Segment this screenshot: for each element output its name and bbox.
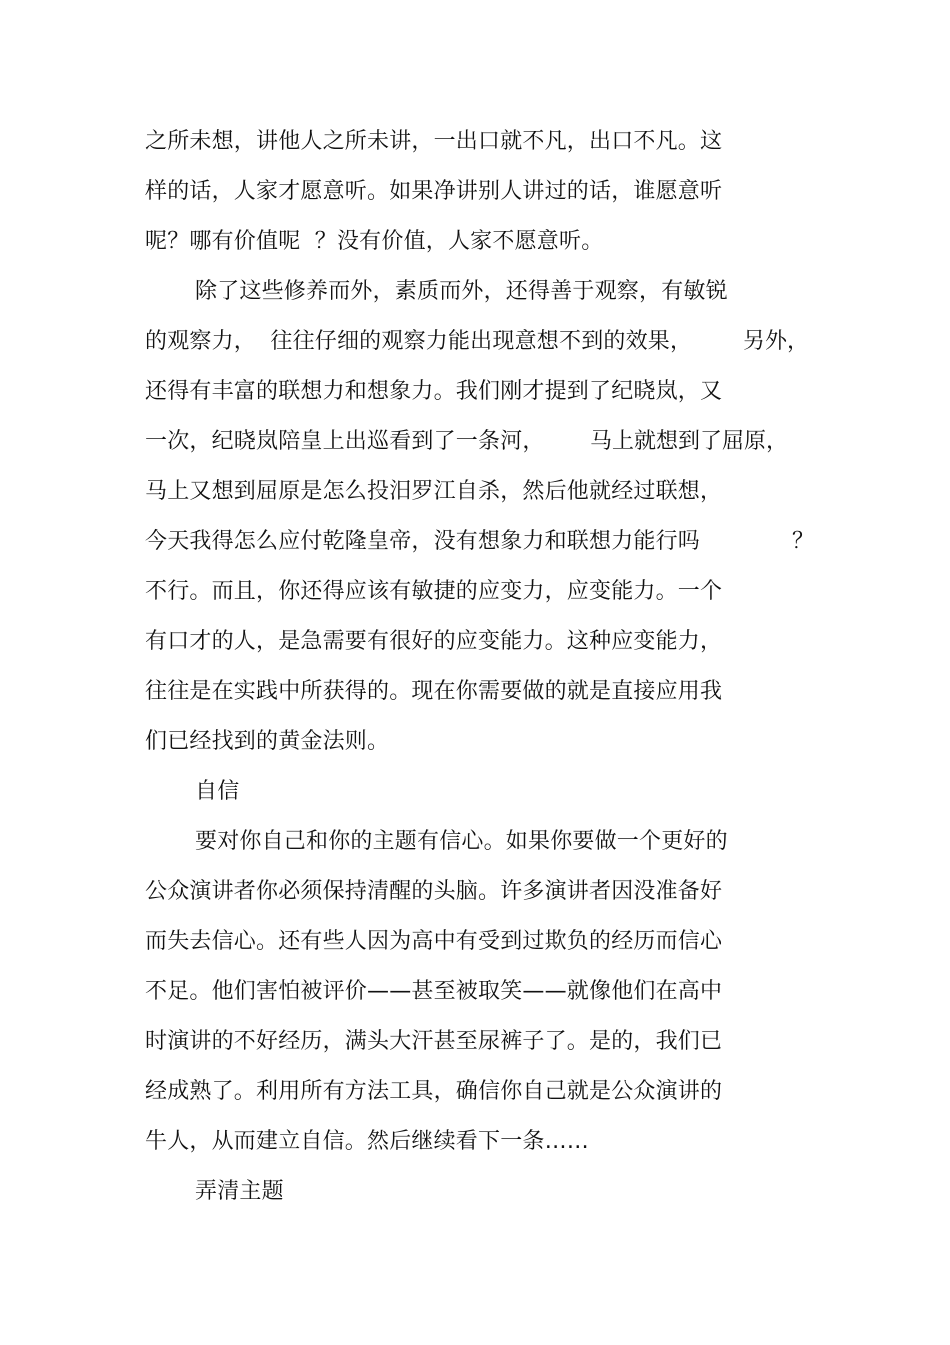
paragraph-line: 牛人，从而建立自信。然后继续看下一条…… [145,1129,590,1154]
paragraph-line: 公众演讲者你必须保持清醒的头脑。许多演讲者因没准备好 [145,879,723,904]
section-heading: 自信 [195,779,240,804]
paragraph-line: 今天我得怎么应付乾隆皇帝，没有想象力和联想力能行吗 [145,529,701,554]
section-heading: 弄清主题 [195,1179,284,1204]
paragraph-line: 一次，纪晓岚陪皇上出巡看到了一条河， [145,429,545,454]
paragraph-line: 还得有丰富的联想力和想象力。我们刚才提到了纪晓岚，又 [145,379,723,404]
paragraph-line-tail: 另外， [743,329,810,354]
paragraph-line: 往往是在实践中所获得的。现在你需要做的就是直接应用我 [145,679,723,704]
paragraph-line: 经成熟了。利用所有方法工具，确信你自己就是公众演讲的 [145,1079,723,1104]
paragraph-line: 样的话，人家才愿意听。如果净讲别人讲过的话，谁愿意听 [145,179,723,204]
paragraph-line-tail: 马上就想到了屈原， [590,429,789,454]
paragraph-line: 有口才的人，是急需要有很好的应变能力。这种应变能力， [145,629,723,654]
paragraph-line: 不足。他们害怕被评价——甚至被取笑——就像他们在高中 [145,979,723,1004]
paragraph-line-tail: ？ [792,529,815,554]
paragraph-line: 们已经找到的黄金法则。 [145,729,390,754]
paragraph-line: 的观察力， 往往仔细的观察力能出现意想不到的效果， [145,329,693,354]
paragraph-line: 而失去信心。还有些人因为高中有受到过欺负的经历而信心 [145,929,723,954]
paragraph-line: 呢？哪有价值呢 ？没有价值，人家不愿意听。 [145,229,604,254]
paragraph-line: 不行。而且，你还得应该有敏捷的应变力，应变能力。一个 [145,579,723,604]
paragraph-line: 之所未想，讲他人之所未讲，一出口就不凡，出口不凡。这 [145,129,723,154]
paragraph-line: 除了这些修养而外，素质而外，还得善于观察，有敏锐 [195,279,728,304]
paragraph-line: 要对你自己和你的主题有信心。如果你要做一个更好的 [195,829,728,854]
paragraph-line: 马上又想到屈原是怎么投汨罗江自杀，然后他就经过联想， [145,479,723,504]
paragraph-line: 时演讲的不好经历，满头大汗甚至尿裤子了。是的，我们已 [145,1029,723,1054]
